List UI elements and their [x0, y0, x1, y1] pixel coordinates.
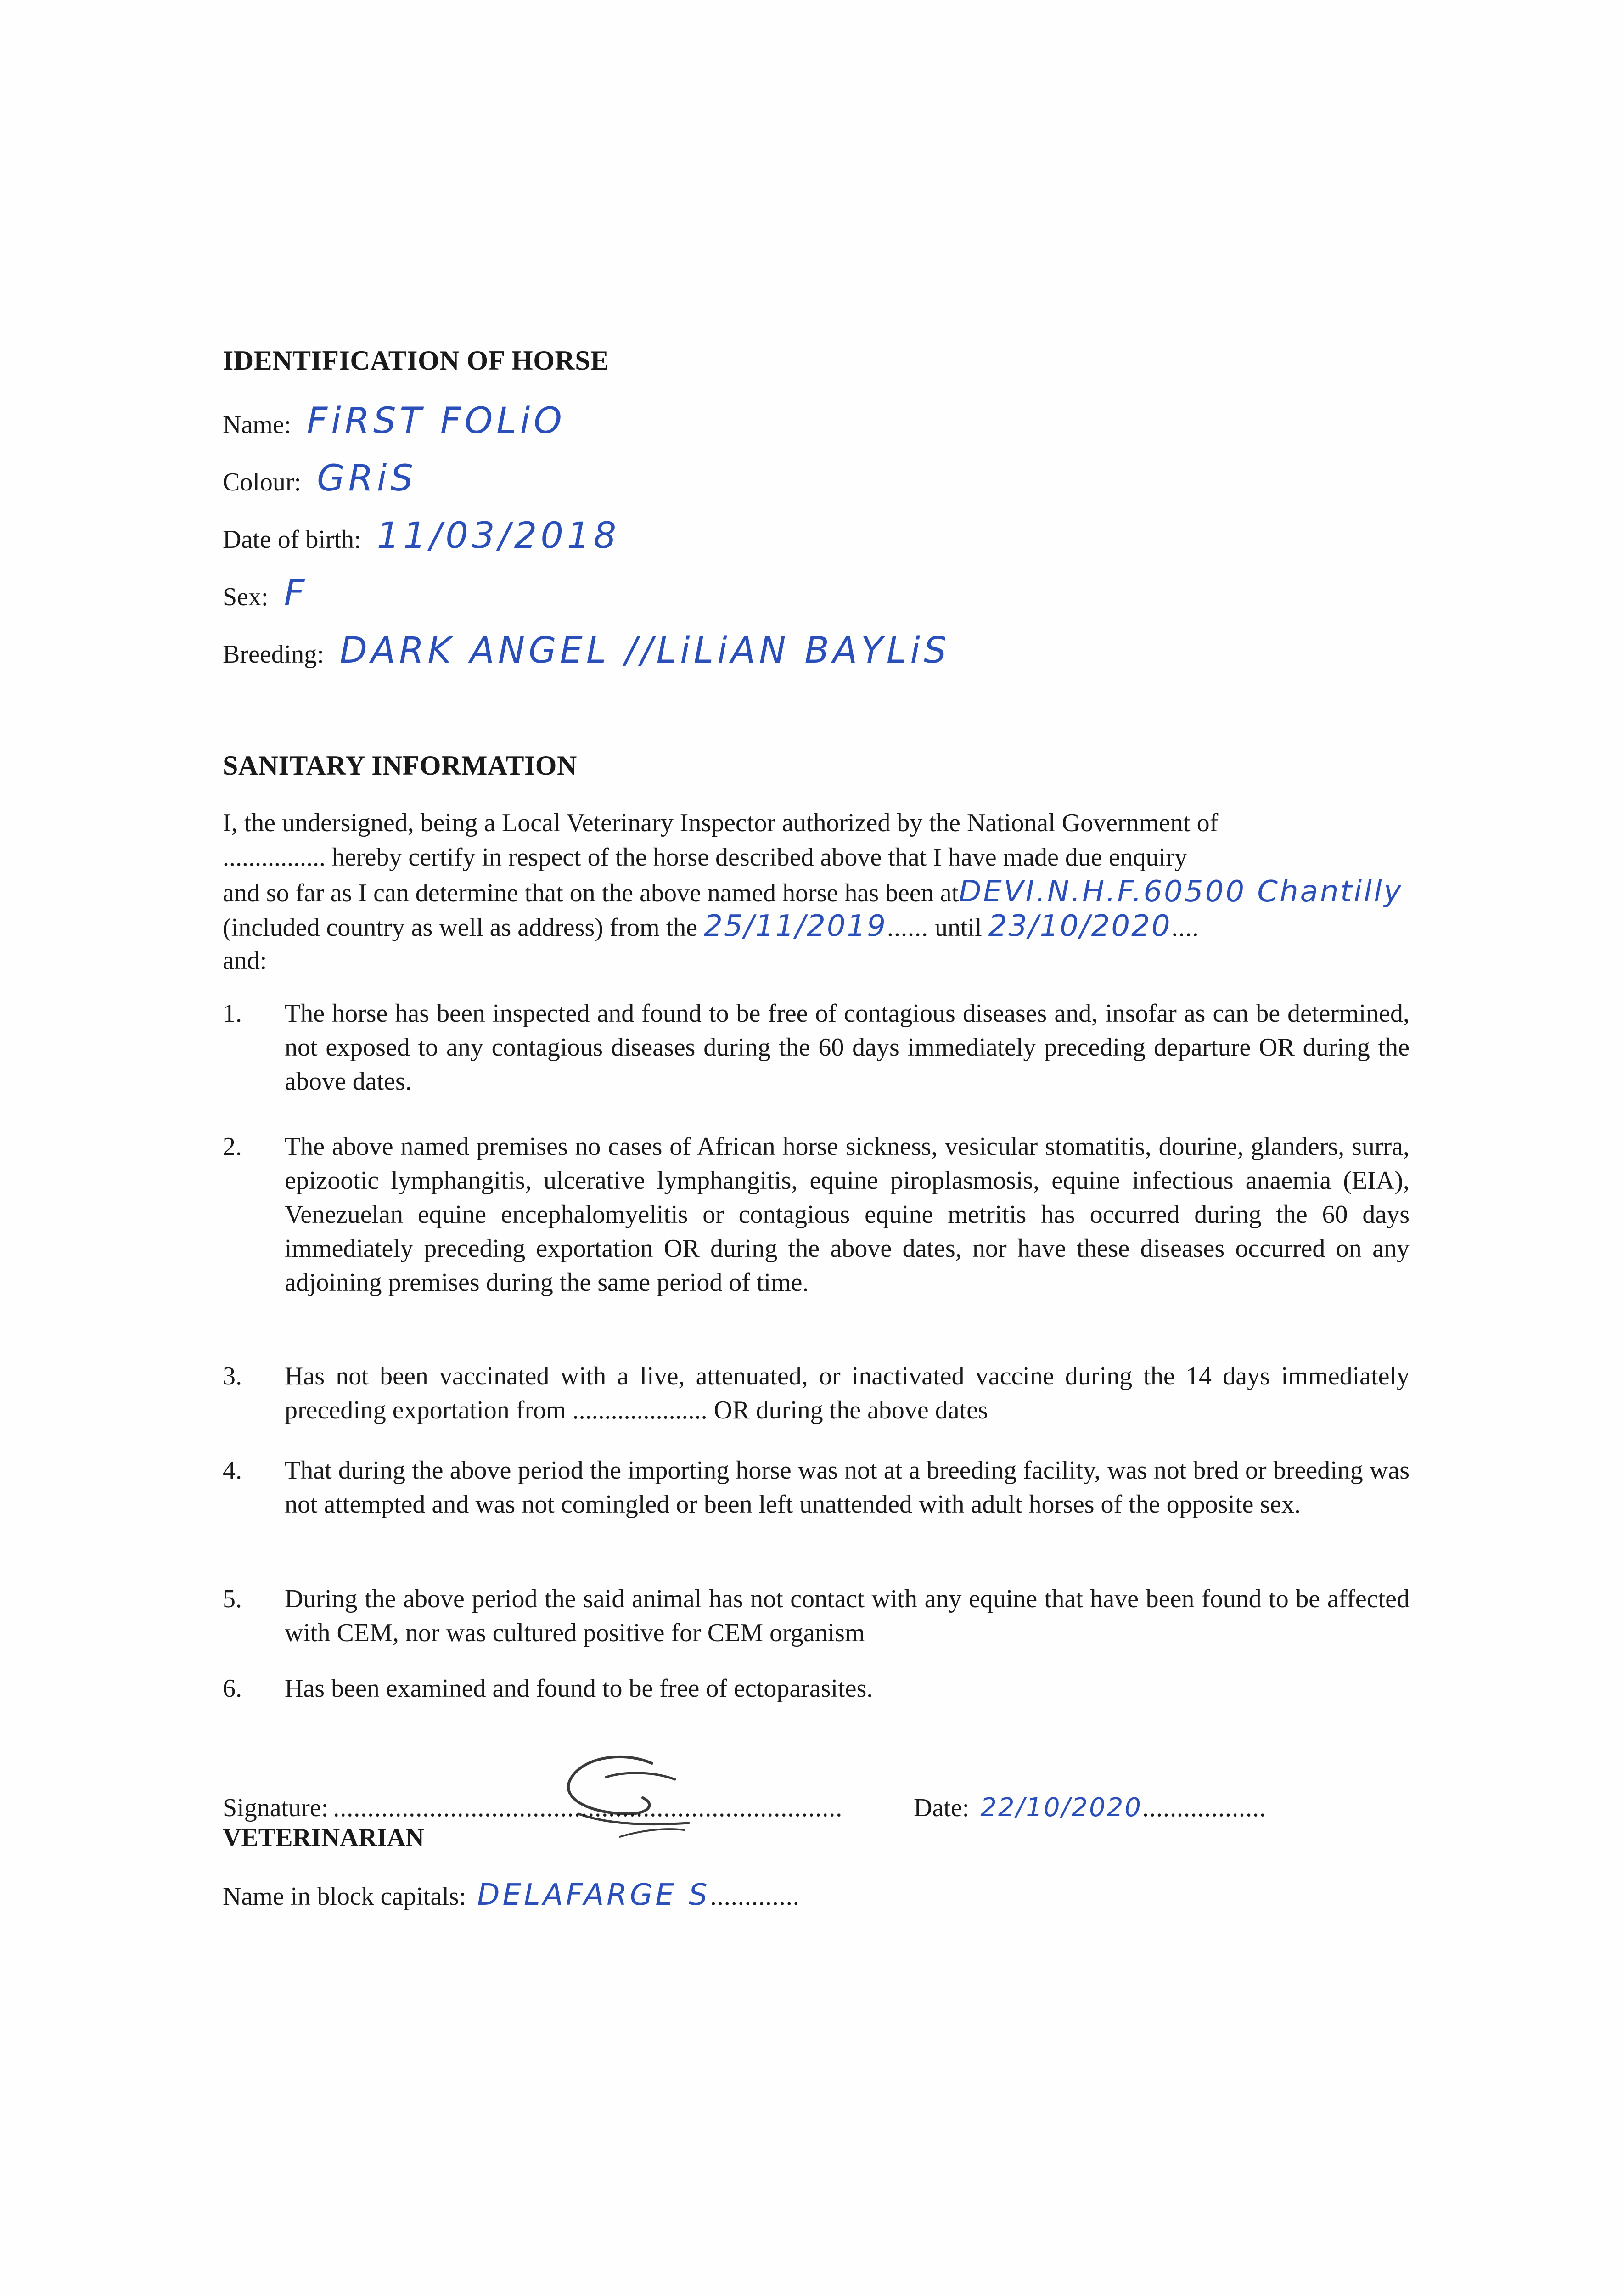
identification-heading: IDENTIFICATION OF HORSE — [223, 345, 609, 376]
list-item-number: 1. — [223, 999, 242, 1028]
from-date: 25/11/2019 — [704, 909, 887, 943]
colour-row — [223, 458, 417, 499]
list-item-text: The horse has been inspected and found to be free of contagious diseases and, insofar as can be determined, not exposed to any contagious diseases during the 60 days immediately preceding departure OR during the above dates. — [285, 999, 1410, 1096]
veterinarian-label: VETERINARIAN — [223, 1823, 424, 1852]
intro-line-2: ................ hereby certify in respect of the horse described above that I have made due enquiry — [223, 843, 1187, 872]
date-row — [914, 1791, 1266, 1825]
signature-row — [223, 1791, 842, 1825]
list-item-text: That during the above period the importing horse was not at a breeding facility, was not bred or breeding was not attempted and was not comingled or been left unattended with adult horses of the opposite sex. — [285, 1456, 1410, 1519]
list-item-number: 4. — [223, 1456, 242, 1485]
list-item-number: 2. — [223, 1132, 242, 1161]
dob-row — [223, 515, 620, 557]
from-dots: ...... — [887, 913, 928, 942]
block-capitals-label: Name in block capitals: — [223, 1882, 466, 1911]
sex-label: Sex: — [223, 583, 269, 611]
list-item-number: 3. — [223, 1362, 242, 1390]
name-label: Name: — [223, 411, 292, 439]
list-item-number: 6. — [223, 1674, 242, 1703]
sanitary-heading: SANITARY INFORMATION — [223, 750, 577, 781]
block-capitals-value: DELAFARGE S — [477, 1878, 710, 1912]
intro-line-3 — [223, 875, 1403, 910]
intro-line-3-text: and so far as I can determine that on the above named horse has been at — [223, 879, 959, 907]
until-date: 23/10/2020 — [988, 909, 1172, 943]
intro-line-5: and: — [223, 946, 267, 975]
location-value: DEVI.N.H.F.60500 Chantilly — [959, 875, 1403, 909]
sex-value: F — [284, 573, 309, 614]
sex-row — [223, 573, 309, 614]
date-label: Date: — [914, 1794, 970, 1822]
dob-value: 11/03/2018 — [376, 515, 620, 557]
breeding-label: Breeding: — [223, 640, 324, 669]
list-item-number: 5. — [223, 1585, 242, 1613]
colour-label: Colour: — [223, 468, 302, 496]
until-label: until — [935, 913, 982, 942]
list-item-text: Has not been vaccinated with a live, attenuated, or inactivated vaccine during the 14 days immediately preceding exportation from ..................... OR during the above dates — [285, 1362, 1410, 1424]
signature-dots: .......................................................................... — [333, 1794, 843, 1822]
block-capitals-dots: ............. — [710, 1882, 800, 1911]
signature-label: Signature: — [223, 1794, 329, 1822]
name-row — [223, 400, 566, 442]
block-capitals-row — [223, 1878, 800, 1913]
breeding-row — [223, 630, 950, 671]
date-value: 22/10/2020 — [980, 1793, 1143, 1823]
date-dots: .................. — [1142, 1794, 1267, 1822]
intro-line-4-text: (included country as well as address) from the — [223, 913, 698, 942]
list-item-text: During the above period the said animal has not contact with any equine that have been found to be affected with CEM, nor was cultured positive for CEM organism — [285, 1585, 1410, 1647]
until-dots: .... — [1171, 913, 1199, 942]
colour-value: GRiS — [317, 458, 417, 499]
list-item-text: The above named premises no cases of African horse sickness, vesicular stomatitis, dourine, glanders, surra, epizootic lymphangitis, ulcerative lymphangitis, equine piroplasmosis, equine infectious anaemia (EIA), Venezuelan equine encephalomyelitis or contagious equine metritis has occurred during the 60 days immediately preceding exportation OR during the above dates, nor have these diseases occurred on any adjoining premises during the same period of time. — [285, 1132, 1410, 1297]
list-item-text: Has been examined and found to be free of ectoparasites. — [285, 1674, 873, 1703]
intro-line-1: I, the undersigned, being a Local Veterinary Inspector authorized by the National Government of — [223, 809, 1219, 837]
name-value: FiRST FOLiO — [307, 400, 566, 442]
intro-line-4 — [223, 909, 1199, 945]
dob-label: Date of birth: — [223, 525, 361, 554]
breeding-value: DARK ANGEL //LiLiAN BAYLiS — [339, 630, 950, 671]
